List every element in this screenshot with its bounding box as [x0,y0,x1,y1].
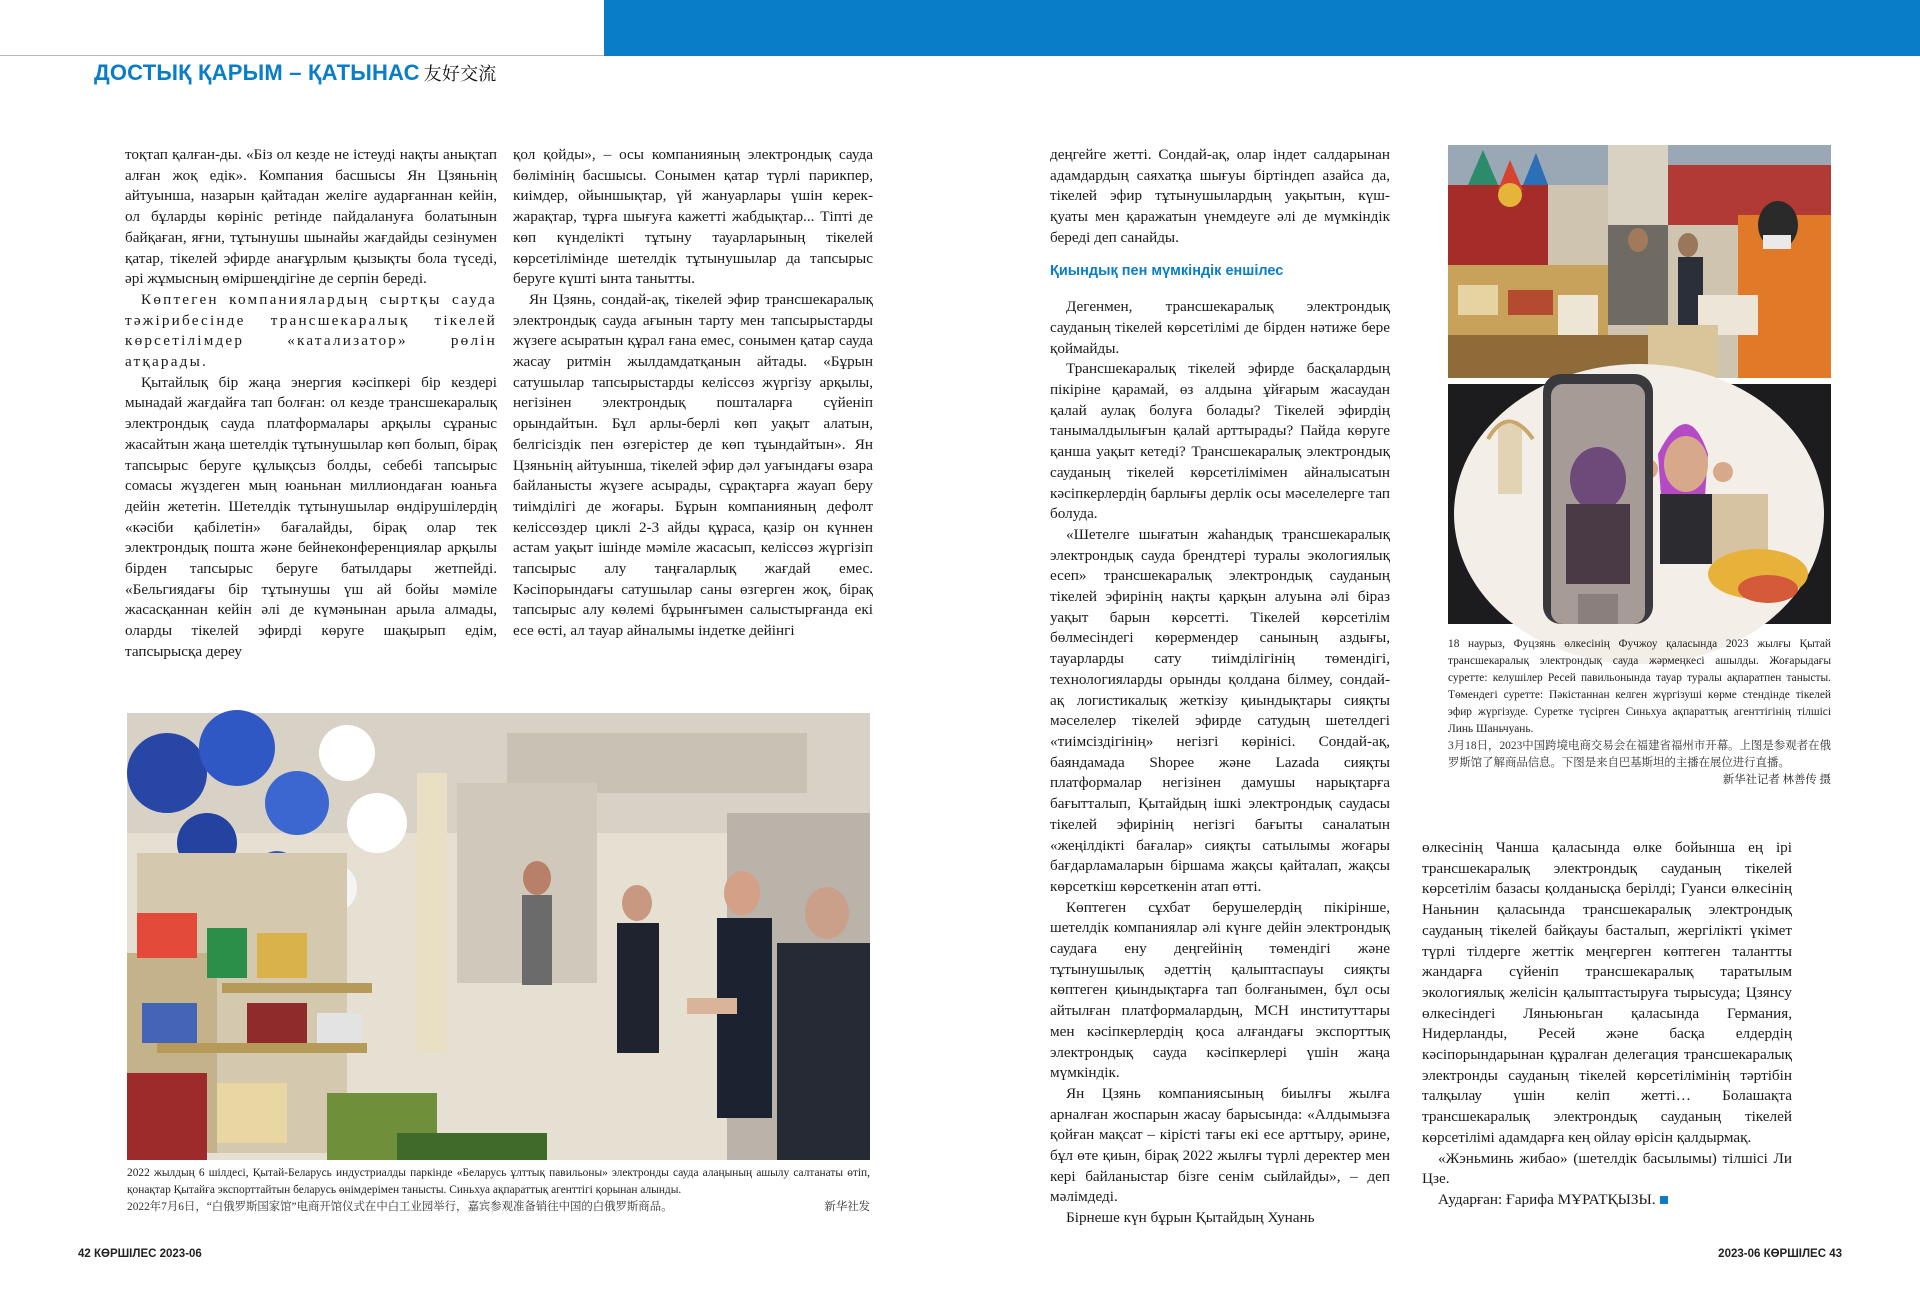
paragraph: қол қойды», – осы компанияның электрондық сауда бөлімінің басшысы. Сонымен қатар түрлі парикпер, киімдер, ойыншықтар, үй жануарлары үшін керек-жарақтар, тұрға шығуға кажетті жабдықтар... Тіпті де көп күнделікті тұтыну тауарларының тікелей көрсетілімінде шетелдік тұтынушылар да тапсырыс беруге күшті ынта танытты. [513,146,873,288]
header-rule [0,55,604,56]
photo-caption-left [127,1165,870,1216]
caption-credit-row [1448,772,1831,789]
photo-caption-right [1448,636,1831,789]
paragraph: Қытайлық бір жаңа энергия кәсіпкері бір кездері мынадай жағдайға тап болған: ол кезде трансшекаралық электрондық сауда платформалары арқылы сұраныс жасайтын жаңа шетелдік тұтынушылар көп болып, бірақ тапсырыс беруге құлықсыз болды, себебі тапсырыс сомасы жүздеген мың юаньнан миллиондаған юаньға дейін жететін. Шетелдік тұтынушылар өндірушілердің «кәсіби қабілетін» бағалайды, бірақ олар тек электрондық пошта және бейнеконференциялар арқылы бірден тапсырыс беруге батылдары жетпейді. «Бельгиядағы бір тұтынушы үш ай бойы мәміле жасасқаннан кейін әлі де күмәнынан арыла алмады, оларды тікелей эфирді көруге шақырып едім, тапсырысқа дереу [125,373,497,660]
header-blue-band [604,0,1920,56]
paragraph: «Шетелге шығатын жаһандық трансшекаралық электрондық сауда брендтері туралы экологиялық есеп» трансшекаралық электрондық сауданың тікелей эфирінің нақты қарқын алуына әлі біраз уақыт барын көрсетті. Тікелей көрсетілім бөлмесіндегі көрермендер санының аздығы, тауарларды сату тиімділігінің төмендігі, технологияларды орынды қолдана білмеу, сондай-ақ логистикалық жеткізу қиындықтары сияқты мәселелер тікелей эфирде сатудың шетелдегі «тиімсіздігінің» негізгі көрінісі. Сондай-ақ, баяндамада Shopee және Lazada сияқты платформалар негізінен дамушы нарықтарға бағытталып, Қытайдың ішкі электрондық саудасы тікелей эфирінің негізгі бағыты саналатын «жеңілдікті бағалар» сияқты сатылымы жоғары бағдарламаларын біршама жақсы қайталап, жақсы көрсеткіш көрсеткенін атап өтті. [1050,525,1390,895]
caption-credit: 新华社发 [824,1201,870,1213]
photo-illustration [1448,145,1831,378]
caption-text-kz: 2022 жылдың 6 шілдесі, Қытай-Беларусь индустриалды паркінде «Беларусь ұлттық павильоны» электронды сауда алаңының ашылу салтанаты өтіп, қонақтар Қытайға экспорттайтын беларусь өнімдерімен танысты. Синьхуа ақпараттық агенттігі қорынан алынды. [127,1167,870,1196]
section-title-kz: ДОСТЫҚ ҚАРЫМ – ҚАТЫНАС [94,60,420,85]
russia-pavilion-photo [1448,145,1831,378]
paragraph: деңгейге жетті. Сондай-ақ, олар індет салдарынан адамдардың саяхатқа шығуы біртіндеп азайса да, тікелей эфир тұтынушылардың уақытын, күш-қуаты мен қаражатын үнемдеуге әлі де мүмкіндік береді деп санайды. [1050,146,1390,246]
article-column-3 [1050,145,1390,1225]
article-column-2 [513,145,873,640]
paragraph: Дегенмен, трансшекаралық электрондық сауданың тікелей көрсетілімі де бірден нәтиже бере қоймайды. [1050,298,1390,357]
caption-text-zh: 3月18日，2023中国跨境电商交易会在福建省福州市开幕。上图是参观者在俄罗斯馆了解商品信息。下图是来自巴基斯坦的主播在展位进行直播。 [1448,740,1831,769]
paragraph: Көптеген компаниялардың сыртқы сауда тәжірибесінде трансшекаралық тікелей көрсетілімдер «катализатор» рөлін атқарады. [125,290,497,371]
article-column-1 [125,145,497,660]
caption-row-zh [127,1199,870,1216]
photo-illustration [127,713,870,1160]
paragraph: Ян Цзянь, сондай-ақ, тікелей эфир трансшекаралық электрондық сауда ағынын тарту мен тапсырыстарды жүзеге асыратын құрал ғана емес, сонымен қатар сауда жасау ритмін жылдамдатқанын айтады. «Бұрын сатушылар тапсырыстарды келіссөз жүргізу арқылы, негізінен электрондық пошталарға сүйеніп орындайтын. Бұл арлы-берлі көп уақыт алатын, белгісіздік пен өзгерістер де көп тұындайтын». Ян Цзяньнің айтуынша, тікелей эфир дәл уағындағы өзара байланысты жүзеге асырады, сұрақтарға жауап беру тиімділігі де жоғары. Бұрын компанияның дефолт келіссөздер циклі 2-3 айды құраса, қазір он күннен астам уақыт ішінде мәміле жасасып, келіссөз жүргізіп тапсырыс алу таңғаларлық жағдай емес. Кәсіпорындағы сатушылар саны өзгерген жоқ, бірақ тапсырыс алу көлемі бұрынғымен салыстырғанда екі есе өсті, ал тауар айналымы індетке дейінгі [513,290,873,640]
subheading: Қиындық пен мүмкіндік еншілес [1050,262,1284,279]
end-mark-icon [1660,1196,1668,1204]
byline [1422,1190,1792,1211]
caption-text-kz: 18 наурыз, Фуцзянь өлкесінің Фучжоу қаласында 2023 жылғы Қытай трансшекаралық электрондық сауда жәрмеңкесі ашылды. Жоғарыдағы суретте: келушілер Ресей павильонында тауар туралы ақпаратпен танысты. Төмендегі суретте: Пәкістаннан келген жүргізуші көрме стендінде тікелей эфир жүргізуде. Суретке түсірген Синьхуа ақпараттық агенттігінің тілшісі Линь Шаньчуань. [1448,638,1831,735]
paragraph: «Жэньминь жибао» (шетелдік басылымы) тілшісі Ли Цзе. [1422,1149,1792,1188]
photo-illustration [1448,384,1831,624]
footer-left-page-number: 42 КӨРШІЛЕС 2023-06 [78,1248,202,1260]
section-title [94,60,496,86]
paragraph: Ян Цзянь компаниясының биылғы жылға арналған жоспарын жасау барысында: «Алдымызға қойған мақсат – кірісті тағы екі есе арттыру, әрине, бұл өте қиын, бірақ 2022 жылғы түрлі деректер мен кері байланыстар бізге сенім сыйлайды», – деп мәлімдеді. [1050,1084,1390,1206]
paragraph: Көптеген сұхбат берушелердің пікірінше, шетелдік компаниялар әлі күнге дейін электрондық саудаға ену деңгейінің төмендігі және тұтынушылық әдеттің қалыптаспауы сияқты көптеген қиындықтарға тап болғанымен, бұл осы айтылған платформалардың, МСН институттары мен кәсіпкерлердің қоса алғандағы экспорттық электрондық сауда кәсіпкерлері үшін жаңа мүмкіндік. [1050,898,1390,1082]
caption-text-zh: 2022年7月6日，“白俄罗斯国家馆”电商开馆仪式在中白工业园举行，嘉宾参观准备销往中国的白俄罗斯商品。 [127,1201,673,1213]
paragraph: тоқтап қалған-ды. «Біз ол кезде не істеуді нақты анықтап алған жоқ едік». Компания басшысы Ян Цзяньнің айтуынша, назарын қайтадан желіге аударғаннан кейін, ол бұларды көрініс ретінде пайдалануға болатынын байқаған, яғни, тұтынушы шынайы жағдайды сезінумен қатар, тікелей эфирде анағұрлым қызықты бола түседі, әрі жұмысның өміршеңдігіне де серпін береді. [125,146,497,288]
section-title-zh: 友好交流 [423,64,497,84]
belarus-pavilion-photo [127,713,870,1160]
translator-credit: Аударған: Ғарифа МҰРАТҚЫЗЫ. [1438,1190,1656,1208]
paragraph: Бірнеше күн бұрын Қытайдың Хунань [1066,1209,1315,1227]
caption-credit: 新华社记者 林善传 摄 [1722,774,1831,786]
paragraph: өлкесінің Чанша қаласында өлке бойынша ең ірі трансшекаралық электрондық сауданың тікелей көрсетілім базасы қолданысқа берілді; Гуанси өлкесінің Наньнин қаласында трансшекаралық электрондық сауданың тікелей байқауы басталып, жергілікті үкімет түрлі тілдерге жеттік меңгерген көптеген талантты жандарға сүйеніп трансшекаралық таратылым экологиялық желісін қалыптастыруға тырысуда; Цзянсу өлкесіндегі Ляньюньган қаласында Германия, Нидерланды, Ресей және басқа елдердің кәсіпорындарынан құралған делегация трансшекаралық электронды сауданың тікелей көрсетілімінің тәртібін талқылау үшін келіп жетті… Болашақта трансшекаралық электрондық сауданың тікелей көрсетілімі адамдарға кең ойлау өрісін қалдырмақ. [1422,839,1792,1146]
livestream-host-photo [1448,384,1831,624]
footer-right-page-number: 2023-06 КӨРШІЛЕС 43 [1718,1248,1842,1260]
article-column-4 [1422,838,1792,1228]
paragraph: Трансшекаралық тікелей эфирде басқалардың пікіріне қарамай, өз алдына ұйғарым жасаудан қалай аулақ болуға болады? Тікелей эфирдің танымалдылығын қалай арттырады? Пайда көруге қанша уақыт кетеді? Трансшекаралық электрондық сауданың тікелей көрсетілімімен айналысатын кәсіпкерлердің барлығы дерлік осы мәселелерге тап болуда. [1050,360,1390,523]
